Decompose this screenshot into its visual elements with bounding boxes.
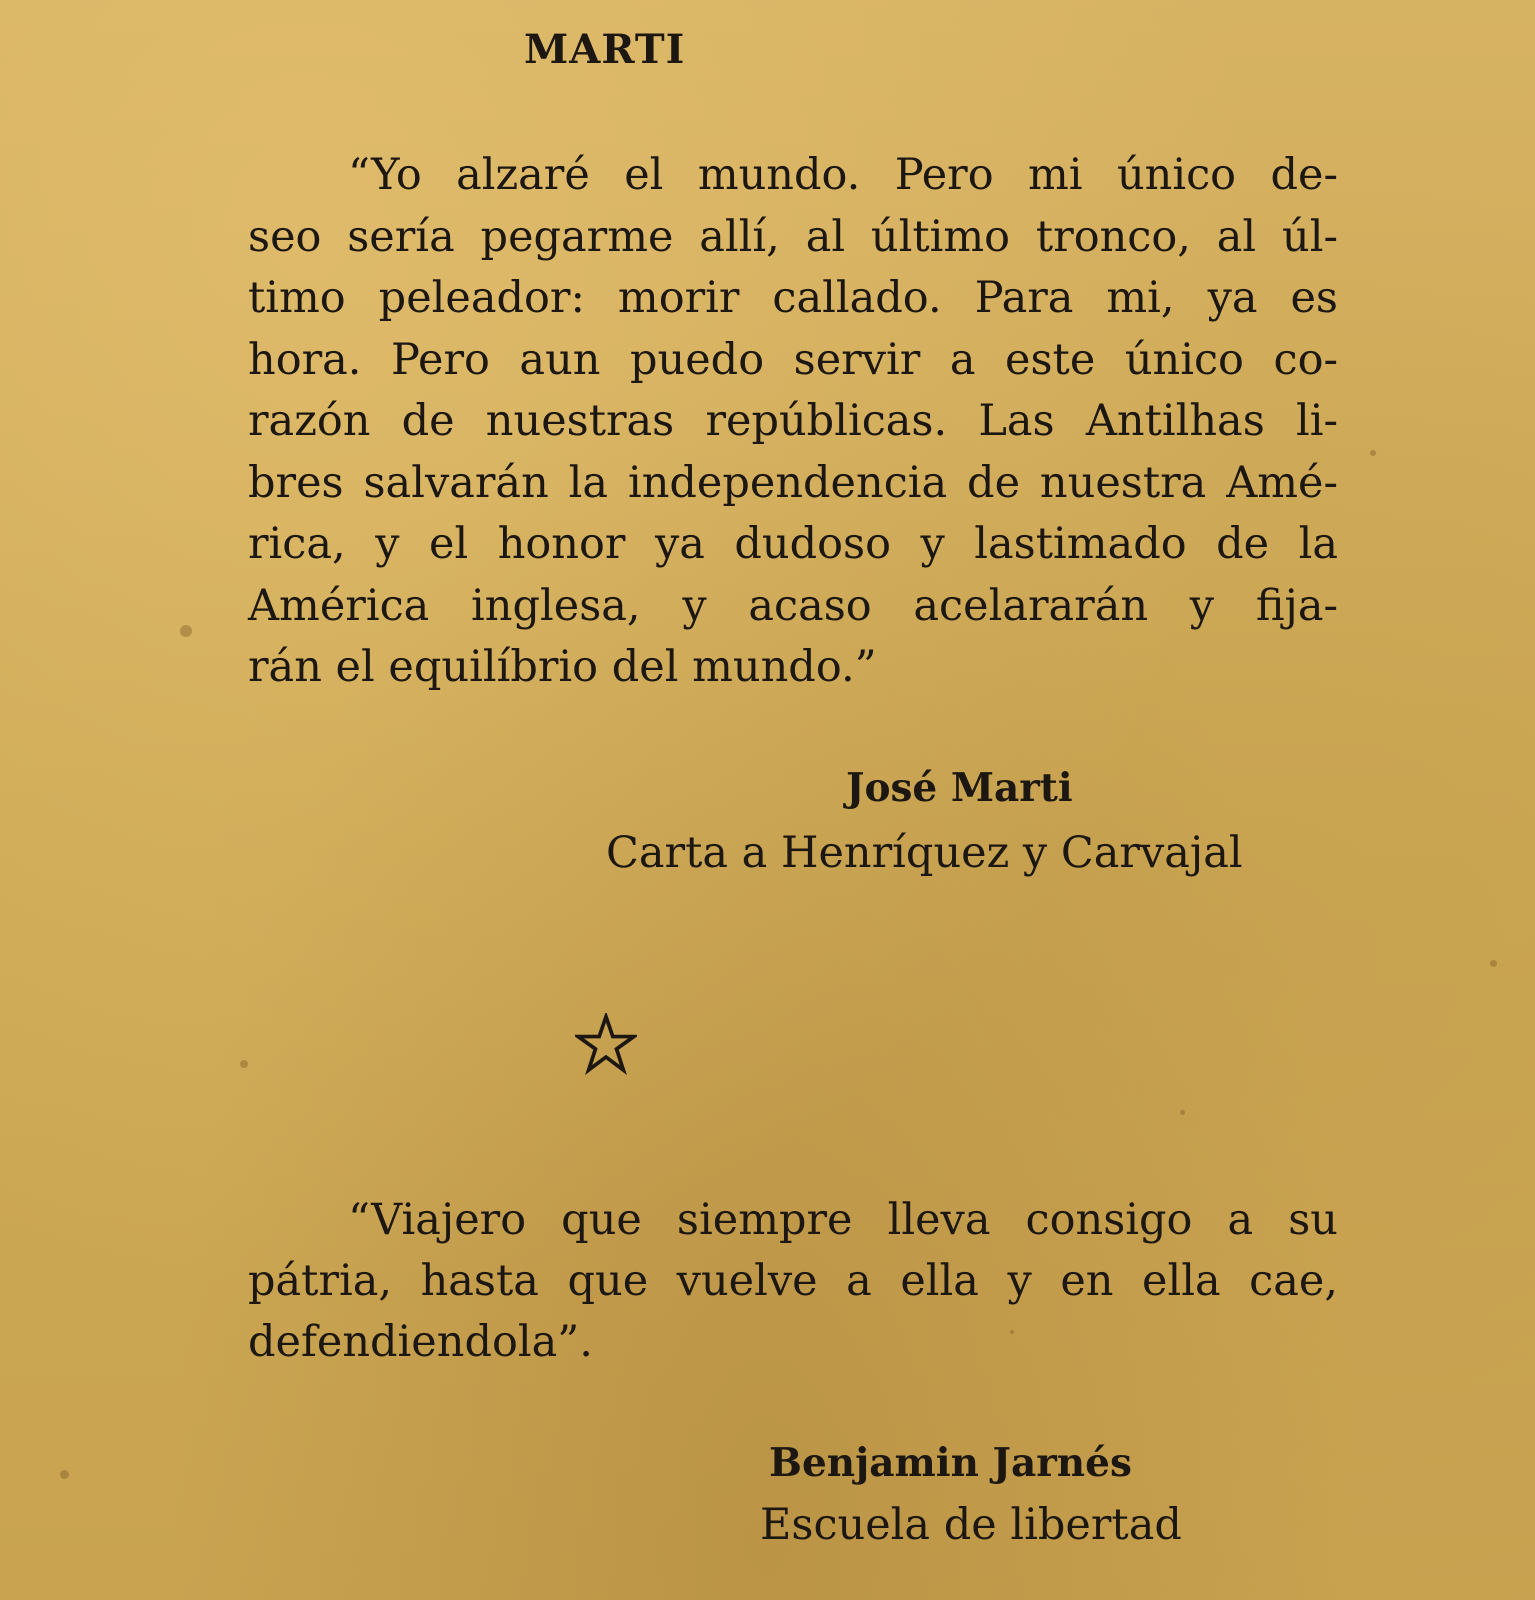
- quote-source: Carta a Henríquez y Carvajal: [606, 828, 1243, 878]
- quote-jarnes: [248, 1190, 1338, 1373]
- quote-line: América inglesa, y acaso acelararán y fija-: [248, 580, 1338, 631]
- quote-line: timo peleador: morir callado. Para mi, ya es: [248, 273, 1338, 323]
- quote-line: rica, y el honor ya dudoso y lastimado de la: [248, 519, 1338, 569]
- quote-marti: [248, 145, 1338, 699]
- quote-line: “Yo alzaré el mundo. Pero mi único de-: [348, 150, 1338, 200]
- page-heading: MARTI: [524, 26, 686, 73]
- quote-line: “Viajero que siempre lleva consigo a su: [348, 1195, 1338, 1245]
- paper-speck: [1370, 450, 1376, 456]
- paper-speck: [1490, 960, 1497, 967]
- paper-speck: [1180, 1110, 1185, 1115]
- quote-line: razón de nuestras repúblicas. Las Antilhas li-: [248, 396, 1338, 446]
- quote-author: Benjamin Jarnés: [769, 1440, 1132, 1486]
- paper-speck: [60, 1470, 69, 1479]
- paper-speck: [180, 625, 192, 637]
- quote-source: Escuela de libertad: [760, 1500, 1182, 1550]
- paper-speck: [240, 1060, 248, 1068]
- star-outline-icon: [575, 1013, 637, 1075]
- quote-line: hora. Pero aun puedo servir a este único co-: [248, 334, 1338, 385]
- quote-line: defendiendola”.: [248, 1317, 593, 1367]
- quote-author: José Marti: [846, 765, 1073, 811]
- quote-line: bres salvarán la independencia de nuestra Amé-: [248, 457, 1338, 508]
- quote-line: seo sería pegarme allí, al último tronco, al úl-: [248, 211, 1338, 262]
- quote-line: pátria, hasta que vuelve a ella y en ella cae,: [248, 1256, 1338, 1306]
- quote-line: rán el equilíbrio del mundo.”: [248, 642, 877, 692]
